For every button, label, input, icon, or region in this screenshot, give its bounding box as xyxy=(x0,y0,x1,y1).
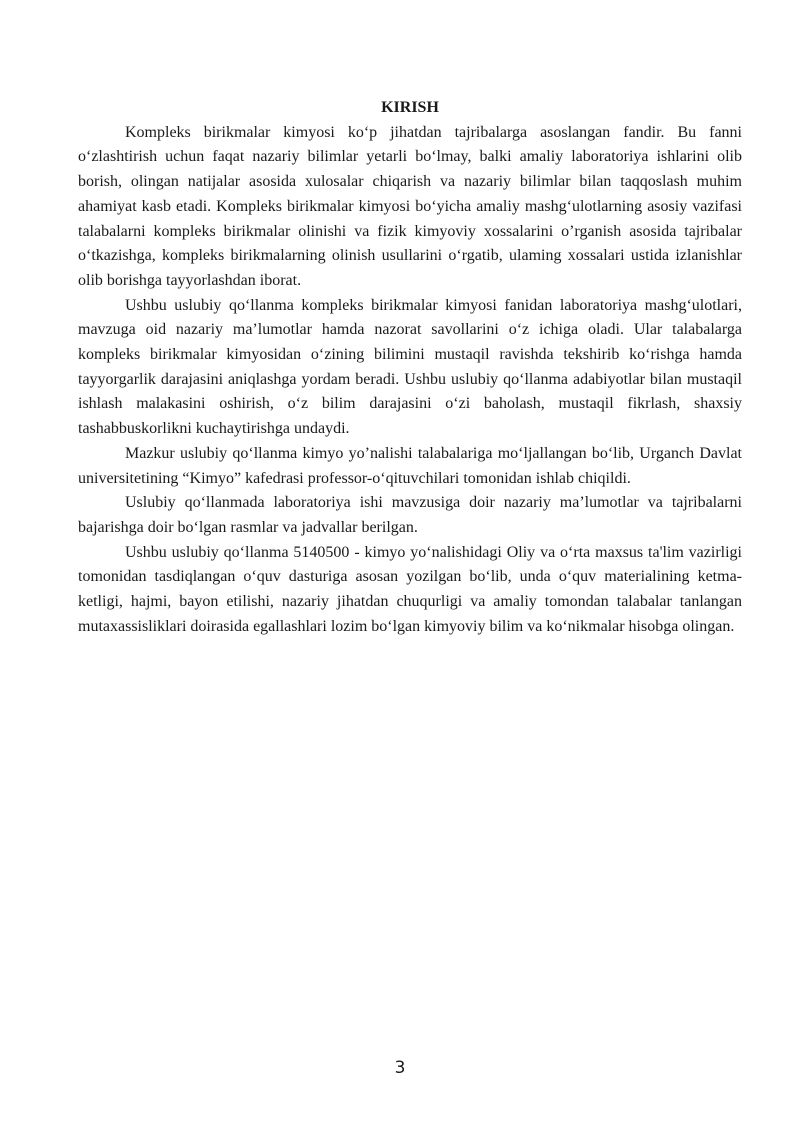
page-number: 3 xyxy=(394,1058,406,1078)
paragraph-2: Ushbu uslubiy qo‘llanma kompleks birikmalar kimyosi fanidan laboratoriya mashg‘ulotlari, mavzuga oid nazariy ma’lumotlar hamda nazorat savollarini o‘z ichiga oladi. Ular talabalarga kompleks birikmalar kimyosidan o‘zining bilimini mustaqil ravishda tekshirib ko‘rishga hamda tayyorgarlik darajasini aniqlashga yordam beradi. Ushbu uslubiy qo‘llanma adabiyotlar bilan mustaqil ishlash malakasini oshirish, o‘z bilim darajasini o‘zi baholash, mustaqil fikrlash, shaxsiy tashabbuskorlikni kuchaytirishga undaydi. xyxy=(78,296,742,438)
paragraph-4: Uslubiy qo‘llanmada laboratoriya ishi mavzusiga doir nazariy ma’lumotlar va tajribalarni bajarishga doir bo‘lgan rasmlar va jadvallar berilgan. xyxy=(78,494,742,536)
paragraph-3: Mazkur uslubiy qo‘llanma kimyo yo’nalishi talabalariga mo‘ljallangan bo‘lib, Urganch Davlat universitetining “Kimyo” kafedrasi professor-o‘qituvchilari tomonidan ishlab chiqildi. xyxy=(78,444,742,487)
paragraph-5: Ushbu uslubiy qo‘llanma 5140500 - kimyo yo‘nalishidagi Oliy va o‘rta maxsus ta'lim vazirligi tomonidan tasdiqlangan o‘quv dasturiga asosan yozilgan bo‘lib, unda o‘quv materialining ketma-ketligi, hajmi, bayon etilishi, nazariy jihatdan chuqurligi va amaliy tomondan talabalar tanlangan mutaxassisliklari doirasida egallashlari lozim bo‘lgan kimyoviy bilim va ko‘nikmalar hisobga olingan. xyxy=(78,543,742,635)
page-content xyxy=(78,96,742,639)
paragraph-1: Kompleks birikmalar kimyosi ko‘p jihatdan tajribalarga asoslangan fandir. Bu fanni o‘zlashtirish uchun faqat nazariy bilimlar yetarli bo‘lmay, balki amaliy laboratoriya ishlarini olib borish, olingan natijalar asosida xulosalar chiqarish va nazariy bilimlar bilan taqqoslash muhim ahamiyat kasb etadi. Kompleks birikmalar kimyosi bo‘yicha amaliy mashg‘ulotlarning asosiy vazifasi talabalarni kompleks birikmalar olinishi va fizik kimyoviy xossalarini o’rganish asosida tajribalar o‘tkazishga, kompleks birikmalarning olinish usullarini o‘rgatib, ulaming xossalari ustida izlanishlar olib borishga tayyorlashdan iborat. xyxy=(78,123,742,289)
page-title: KIRISH xyxy=(381,99,439,116)
